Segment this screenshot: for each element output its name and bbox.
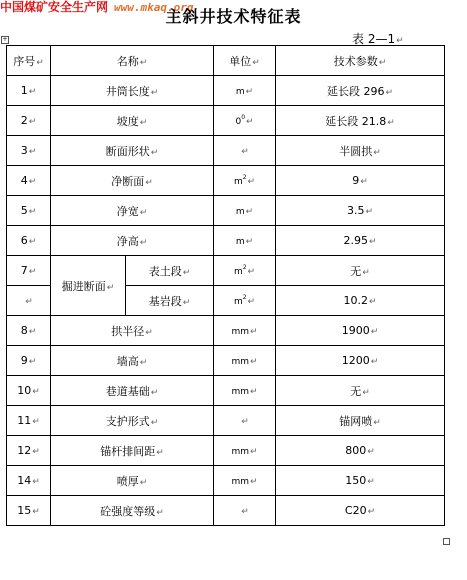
- row-name: 喷厚↵: [51, 466, 214, 496]
- row-value: 无↵: [276, 376, 445, 406]
- row-name: 断面形状↵: [51, 136, 214, 166]
- table-number: 表 2—1↵: [352, 32, 404, 46]
- header-unit: 单位↵: [214, 46, 276, 76]
- table-row: [7, 76, 445, 106]
- row-subname: 表土段↵: [126, 256, 214, 286]
- table-row: [7, 196, 445, 226]
- row-unit: $m^2↵$: [214, 256, 276, 286]
- row-number: 6↵: [7, 226, 51, 256]
- table-row: [7, 136, 445, 166]
- table-row: [7, 436, 445, 466]
- row-value: 3.5↵: [276, 196, 445, 226]
- row-name: 净断面↵: [51, 166, 214, 196]
- row-value: 10.2↵: [276, 286, 445, 316]
- row-number: 12↵: [7, 436, 51, 466]
- row-name: 坡度↵: [51, 106, 214, 136]
- row-name: 净宽↵: [51, 196, 214, 226]
- row-value: 800↵: [276, 436, 445, 466]
- table-row: [7, 496, 445, 526]
- row-unit: mm↵: [214, 316, 276, 346]
- row-number: 4↵: [7, 166, 51, 196]
- row-unit: ↵: [214, 406, 276, 436]
- row-number: 14↵: [7, 466, 51, 496]
- row-value: C20↵: [276, 496, 445, 526]
- table-row: [7, 316, 445, 346]
- row-value: 9↵: [276, 166, 445, 196]
- row-value: 延长段 296↵: [276, 76, 445, 106]
- row-unit: ↵: [214, 496, 276, 526]
- row-name: 墙高↵: [51, 346, 214, 376]
- row-unit: mm↵: [214, 346, 276, 376]
- row-value: 2.95↵: [276, 226, 445, 256]
- row-name: 锚杆排间距↵: [51, 436, 214, 466]
- row-number: 9↵: [7, 346, 51, 376]
- row-unit: ↵: [214, 136, 276, 166]
- row-name: 净高↵: [51, 226, 214, 256]
- table-row: [7, 166, 445, 196]
- table-row: [7, 376, 445, 406]
- watermark-site-name: 中国煤矿安全生产网: [0, 0, 109, 14]
- row-number: 3↵: [7, 136, 51, 166]
- document-title: 主斜井技术特征表: [165, 7, 302, 26]
- header-no: 序号↵: [7, 46, 51, 76]
- row-value: 锚网喷↵: [276, 406, 445, 436]
- row-unit: m↵: [214, 196, 276, 226]
- table-header-row: [7, 46, 445, 76]
- row-unit: $m^2↵$: [214, 286, 276, 316]
- row-unit: m↵: [214, 76, 276, 106]
- row-name: 井筒长度↵: [51, 76, 214, 106]
- table-row: [7, 226, 445, 256]
- header-name: 名称↵: [51, 46, 214, 76]
- row-unit: mm↵: [214, 466, 276, 496]
- row-value: 150↵: [276, 466, 445, 496]
- row-number: 1↵: [7, 76, 51, 106]
- row-unit: $0^0↵$: [214, 106, 276, 136]
- row-value: 半圆拱↵: [276, 136, 445, 166]
- row-unit: m↵: [214, 226, 276, 256]
- tech-spec-table: [6, 45, 445, 526]
- table-row: [7, 346, 445, 376]
- row-subname: 基岩段↵: [126, 286, 214, 316]
- row-number: 11↵: [7, 406, 51, 436]
- row-name: 巷道基础↵: [51, 376, 214, 406]
- row-number: ↵: [7, 286, 51, 316]
- row-name: 砼强度等级↵: [51, 496, 214, 526]
- row-value: 1200↵: [276, 346, 445, 376]
- table-anchor-icon[interactable]: +: [2, 36, 8, 43]
- table-row: [7, 406, 445, 436]
- row-number: 15↵: [7, 496, 51, 526]
- row-number: 8↵: [7, 316, 51, 346]
- row-unit: $m^2↵$: [214, 166, 276, 196]
- row-unit: mm↵: [214, 436, 276, 466]
- row-number: 7↵: [7, 256, 51, 286]
- row-group-name: 掘进断面↵: [51, 256, 126, 316]
- row-value: 1900↵: [276, 316, 445, 346]
- row-name: 拱半径↵: [51, 316, 214, 346]
- row-value: 无↵: [276, 256, 445, 286]
- row-unit: mm↵: [214, 376, 276, 406]
- table-resize-handle[interactable]: [443, 538, 450, 545]
- row-value: 延长段 21.8↵: [276, 106, 445, 136]
- table-row: [7, 106, 445, 136]
- table-row: [7, 256, 445, 286]
- row-number: 10↵: [7, 376, 51, 406]
- row-number: 5↵: [7, 196, 51, 226]
- watermark-url: www.mkaq.org: [114, 1, 194, 14]
- table-row: [7, 466, 445, 496]
- row-name: 支护形式↵: [51, 406, 214, 436]
- header-param: 技术参数↵: [276, 46, 445, 76]
- row-number: 2↵: [7, 106, 51, 136]
